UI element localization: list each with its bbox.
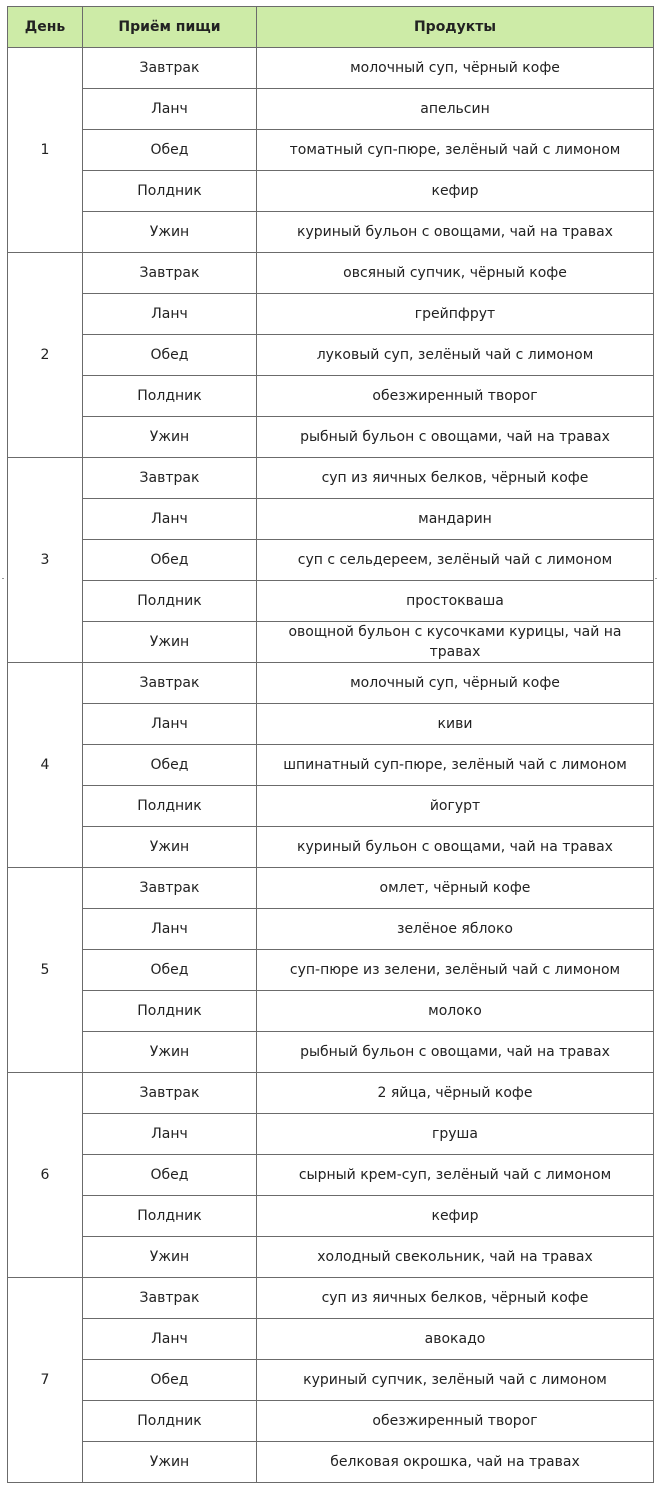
meal-cell: Завтрак — [83, 458, 257, 499]
products-cell: кефир — [257, 1196, 654, 1237]
table-row — [8, 458, 654, 499]
meal-cell: Обед — [83, 1360, 257, 1401]
table-row — [8, 1114, 654, 1155]
products-cell: кефир — [257, 171, 654, 212]
table-row — [8, 991, 654, 1032]
table-row — [8, 1401, 654, 1442]
products-cell: суп-пюре из зелени, зелёный чай с лимоном — [257, 950, 654, 991]
table-row — [8, 704, 654, 745]
table-row — [8, 1442, 654, 1483]
table-row — [8, 89, 654, 130]
meal-cell: Ланч — [83, 89, 257, 130]
products-cell: мандарин — [257, 499, 654, 540]
table-row — [8, 48, 654, 89]
day-number-cell: 1 — [8, 48, 83, 253]
products-cell: овощной бульон с кусочками курицы, чай на травах — [257, 622, 654, 663]
meal-cell: Ужин — [83, 212, 257, 253]
table-row — [8, 868, 654, 909]
products-cell: грейпфрут — [257, 294, 654, 335]
products-cell: холодный свекольник, чай на травах — [257, 1237, 654, 1278]
table-row — [8, 745, 654, 786]
products-cell: йогурт — [257, 786, 654, 827]
table-row — [8, 1278, 654, 1319]
products-cell: суп из яичных белков, чёрный кофе — [257, 458, 654, 499]
products-cell: куриный бульон с овощами, чай на травах — [257, 827, 654, 868]
day-number-cell: 5 — [8, 868, 83, 1073]
meal-cell: Ланч — [83, 1319, 257, 1360]
meal-cell: Обед — [83, 335, 257, 376]
products-cell: шпинатный суп-пюре, зелёный чай с лимоном — [257, 745, 654, 786]
products-cell: суп из яичных белков, чёрный кофе — [257, 1278, 654, 1319]
products-cell: рыбный бульон с овощами, чай на травах — [257, 1032, 654, 1073]
products-cell: груша — [257, 1114, 654, 1155]
products-cell: омлет, чёрный кофе — [257, 868, 654, 909]
meal-cell: Полдник — [83, 991, 257, 1032]
meal-cell: Ланч — [83, 294, 257, 335]
day-number-cell: 7 — [8, 1278, 83, 1483]
table-row — [8, 376, 654, 417]
products-cell: луковый суп, зелёный чай с лимоном — [257, 335, 654, 376]
meal-cell: Ланч — [83, 1114, 257, 1155]
meal-cell: Ланч — [83, 704, 257, 745]
header-products: Продукты — [257, 7, 654, 48]
products-cell: суп с сельдереем, зелёный чай с лимоном — [257, 540, 654, 581]
meal-cell: Обед — [83, 950, 257, 991]
table-row — [8, 417, 654, 458]
meal-cell: Ужин — [83, 622, 257, 663]
day-number-cell: 4 — [8, 663, 83, 868]
header-meal: Приём пищи — [83, 7, 257, 48]
table-row — [8, 1073, 654, 1114]
table-row — [8, 663, 654, 704]
products-cell: сырный крем-суп, зелёный чай с лимоном — [257, 1155, 654, 1196]
products-cell: куриный супчик, зелёный чай с лимоном — [257, 1360, 654, 1401]
table-row — [8, 909, 654, 950]
table-row — [8, 335, 654, 376]
meal-cell: Полдник — [83, 171, 257, 212]
table-body — [8, 48, 654, 1483]
day-number-cell: 3 — [8, 458, 83, 663]
products-cell: киви — [257, 704, 654, 745]
header-day: День — [8, 7, 83, 48]
meal-cell: Ужин — [83, 1032, 257, 1073]
meal-cell: Ланч — [83, 909, 257, 950]
products-cell: обезжиренный творог — [257, 376, 654, 417]
meal-cell: Полдник — [83, 1196, 257, 1237]
products-cell: зелёное яблоко — [257, 909, 654, 950]
table-row — [8, 294, 654, 335]
products-cell: обезжиренный творог — [257, 1401, 654, 1442]
meal-cell: Обед — [83, 130, 257, 171]
products-cell: авокадо — [257, 1319, 654, 1360]
meal-cell: Ужин — [83, 417, 257, 458]
table-row — [8, 130, 654, 171]
meal-cell: Ужин — [83, 1442, 257, 1483]
meal-cell: Завтрак — [83, 48, 257, 89]
header-row — [8, 7, 654, 48]
meal-cell: Обед — [83, 540, 257, 581]
table-row — [8, 827, 654, 868]
products-cell: рыбный бульон с овощами, чай на травах — [257, 417, 654, 458]
meal-cell: Ланч — [83, 499, 257, 540]
table-row — [8, 581, 654, 622]
table-row — [8, 253, 654, 294]
products-cell: томатный суп-пюре, зелёный чай с лимоном — [257, 130, 654, 171]
table-row — [8, 1196, 654, 1237]
right-edge-mark — [655, 578, 657, 579]
meal-cell: Полдник — [83, 376, 257, 417]
meal-cell: Полдник — [83, 581, 257, 622]
day-number-cell: 6 — [8, 1073, 83, 1278]
table-row — [8, 1032, 654, 1073]
meal-cell: Обед — [83, 1155, 257, 1196]
table-row — [8, 171, 654, 212]
meal-cell: Ужин — [83, 1237, 257, 1278]
products-cell: 2 яйца, чёрный кофе — [257, 1073, 654, 1114]
meal-cell: Полдник — [83, 1401, 257, 1442]
table-row — [8, 1237, 654, 1278]
day-number-cell: 2 — [8, 253, 83, 458]
table-row — [8, 786, 654, 827]
table-header — [8, 7, 654, 48]
table-row — [8, 1155, 654, 1196]
table-row — [8, 212, 654, 253]
products-cell: молоко — [257, 991, 654, 1032]
table-row — [8, 499, 654, 540]
meal-cell: Завтрак — [83, 1278, 257, 1319]
table-row — [8, 1360, 654, 1401]
products-cell: овсяный супчик, чёрный кофе — [257, 253, 654, 294]
meal-cell: Завтрак — [83, 868, 257, 909]
meal-cell: Обед — [83, 745, 257, 786]
meal-cell: Полдник — [83, 786, 257, 827]
meal-cell: Завтрак — [83, 1073, 257, 1114]
products-cell: простокваша — [257, 581, 654, 622]
meal-cell: Ужин — [83, 827, 257, 868]
products-cell: апельсин — [257, 89, 654, 130]
table-row — [8, 622, 654, 663]
diet-menu-table — [7, 6, 654, 1483]
left-edge-mark — [2, 578, 4, 579]
table-row — [8, 1319, 654, 1360]
products-cell: молочный суп, чёрный кофе — [257, 48, 654, 89]
meal-cell: Завтрак — [83, 663, 257, 704]
table-row — [8, 950, 654, 991]
products-cell: белковая окрошка, чай на травах — [257, 1442, 654, 1483]
meal-cell: Завтрак — [83, 253, 257, 294]
products-cell: молочный суп, чёрный кофе — [257, 663, 654, 704]
products-cell: куриный бульон с овощами, чай на травах — [257, 212, 654, 253]
table-row — [8, 540, 654, 581]
